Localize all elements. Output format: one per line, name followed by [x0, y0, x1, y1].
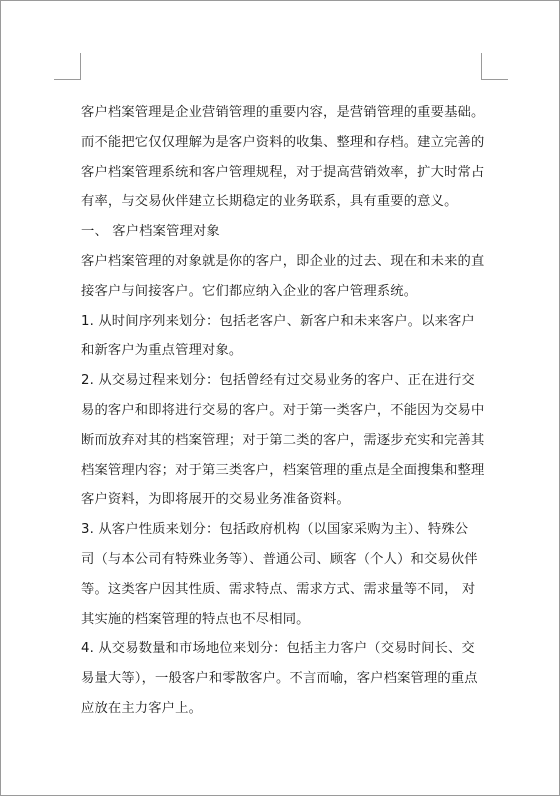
text-line: 接客户与间接客户。它们都应纳入企业的客户管理系统。	[81, 283, 418, 299]
list-item-2-line: 档案管理内容；对于第三类客户，档案管理的重点是全面搜集和整理	[81, 462, 485, 478]
list-item-4-line: 4. 从交易数量和市场地位来划分：包括主力客户（交易时间长、交	[81, 641, 475, 657]
list-item-4-line: 易量大等），一般客户和零散客户。不言而喻，客户档案管理的重点	[81, 671, 478, 687]
list-item-3-line: 司（与本公司有特殊业务等）、普通公司、顾客（个人）和交易伙伴	[81, 551, 478, 567]
list-item-2-line: 客户资料，为即将展开的交易业务准备资料。	[81, 492, 350, 508]
document-body	[81, 98, 485, 724]
crop-mark-top-right	[481, 53, 508, 80]
text-line: 客户档案管理是企业营销管理的重要内容，是营销管理的重要基础。	[81, 105, 485, 120]
list-item-2-line: 2. 从交易过程来划分：包括曾经有过交易业务的客户、正在进行交	[81, 373, 475, 389]
text-line: 客户档案管理的对象就是你的客户，即企业的过去、现在和未来的直	[81, 253, 485, 269]
list-item-3-line: 其实施的档案管理的特点也不尽相同。	[81, 611, 310, 627]
list-item-3-line: 等。这类客户因其性质、需求特点、需求方式、需求量等不同， 对	[81, 581, 476, 597]
text-line: 客户档案管理系统和客户管理规程，对于提高营销效率，扩大时常占	[81, 164, 485, 180]
list-item-4-line: 应放在主力客户上。	[81, 700, 203, 716]
list-item-2-line: 易的客户和即将进行交易的客户。对于第一类客户，不能因为交易中	[81, 402, 485, 418]
section-heading: 一、 客户档案管理对象	[81, 224, 220, 240]
list-item-1-line: 1. 从时间序列来划分：包括老客户、新客户和未来客户。以来客户	[81, 313, 475, 329]
text-line: 有率，与交易伙伴建立长期稳定的业务联系，具有重要的意义。	[81, 194, 458, 210]
list-item-2-line: 断而放弃对其的档案管理；对于第二类的客户，需逐步充实和完善其	[81, 432, 485, 448]
text-line: 而不能把它仅仅理解为是客户资料的收集、整理和存档。建立完善的	[81, 134, 485, 150]
list-item-3-line: 3. 从客户性质来划分：包括政府机构（以国家采购为主）、特殊公	[81, 522, 469, 538]
crop-mark-top-left	[54, 53, 81, 80]
list-item-1-line: 和新客户为重点管理对象。	[81, 343, 243, 359]
